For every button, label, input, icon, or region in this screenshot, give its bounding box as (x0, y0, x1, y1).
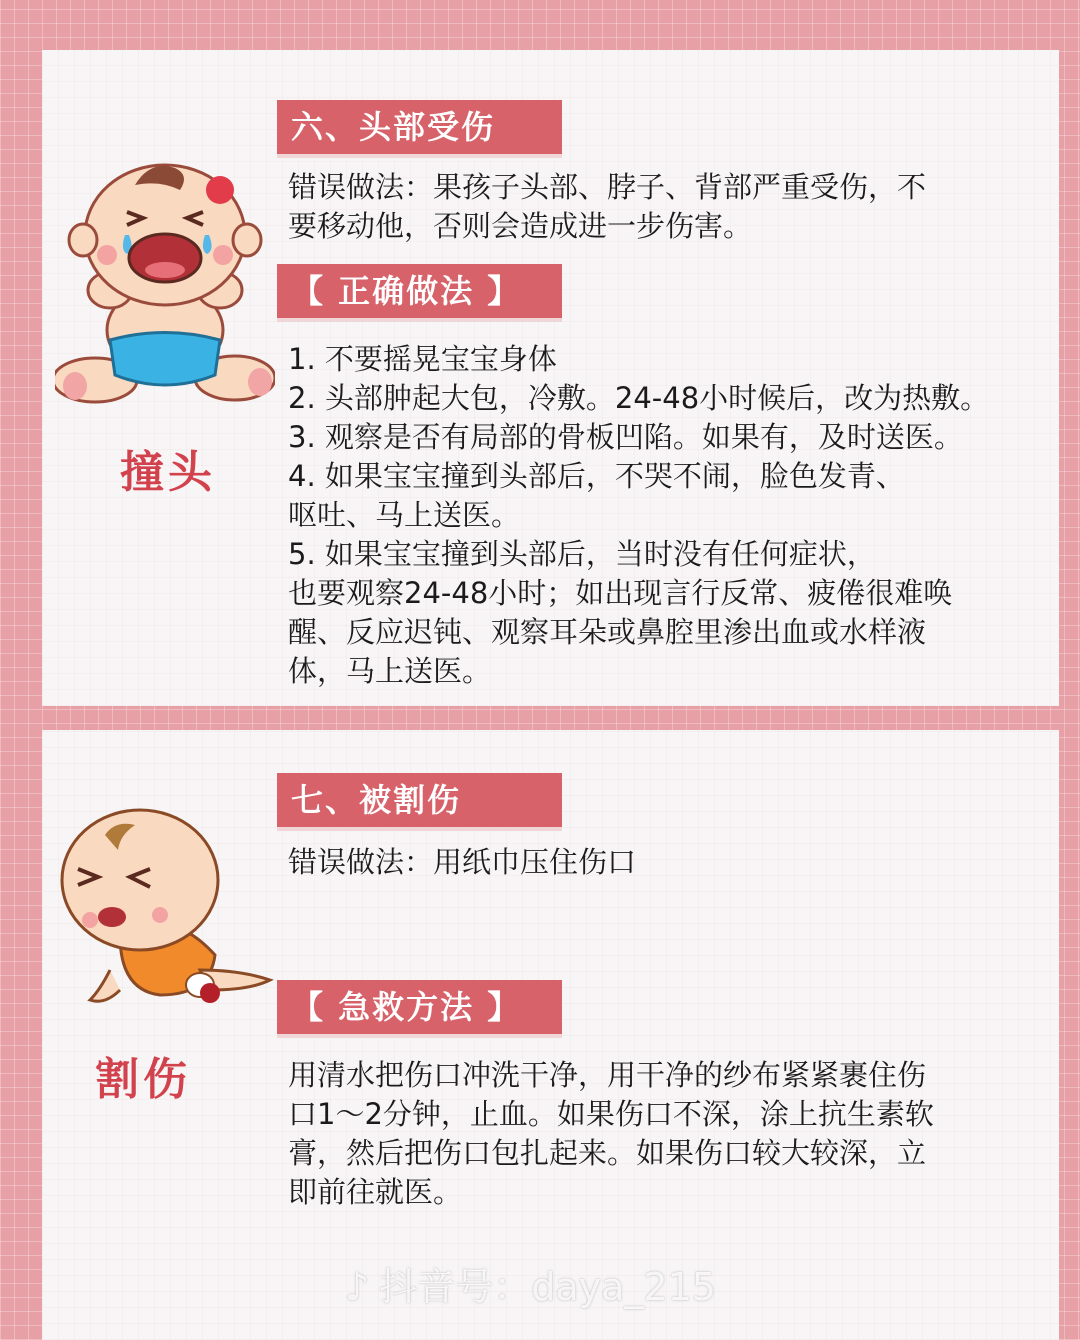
watermark (345, 1262, 765, 1312)
section6-steps (288, 340, 989, 691)
section7-heading: 七、被割伤 (277, 773, 562, 827)
side-title-head-bump: 撞头 (120, 447, 216, 498)
step-item: 呕吐、马上送医。 (288, 498, 521, 532)
side-title-cut: 割伤 (95, 1054, 191, 1105)
section6-correct-heading: 【 正确做法 】 (277, 264, 562, 318)
step-item: 体，马上送医。 (288, 654, 492, 688)
step-item: 也要观察24-48小时；如出现言行反常、疲倦很难唤 (288, 576, 953, 610)
tiktok-logo-icon: ♪ (345, 1265, 370, 1309)
step-item: 醒、反应迟钝、观察耳朵或鼻腔里渗出血或水样液 (288, 615, 927, 649)
step-item: 1. 不要摇晃宝宝身体 (288, 342, 557, 376)
step-item: 5. 如果宝宝撞到头部后，当时没有任何症状， (288, 537, 876, 571)
section7-aid-text: 用清水把伤口冲洗干净，用干净的纱布紧紧裹住伤 口1～2分钟，止血。如果伤口不深，涂上抗生素软 膏，然后把伤口包扎起来。如果伤口较大较深，立 即前往就医。 (288, 1058, 934, 1209)
section7-wrong-text: 错误做法：用纸巾压住伤口 (288, 845, 637, 879)
section6-heading: 六、头部受伤 (277, 100, 562, 154)
step-item: 4. 如果宝宝撞到头部后，不哭不闹，脸色发青、 (288, 459, 905, 493)
step-item: 3. 观察是否有局部的骨板凹陷。如果有，及时送医。 (288, 420, 963, 454)
watermark-text: 抖音号：daya_215 (379, 1265, 716, 1309)
step-item: 2. 头部肿起大包，冷敷。24-48小时候后，改为热敷。 (288, 381, 990, 415)
section6-wrong-text: 错误做法：果孩子头部、脖子、背部严重受伤，不 要移动他，否则会造成进一步伤害。 (288, 170, 927, 243)
section7-aid-heading: 【 急救方法 】 (277, 980, 562, 1034)
cut-baby-illustration (50, 805, 275, 1020)
crying-baby-illustration (55, 150, 275, 420)
